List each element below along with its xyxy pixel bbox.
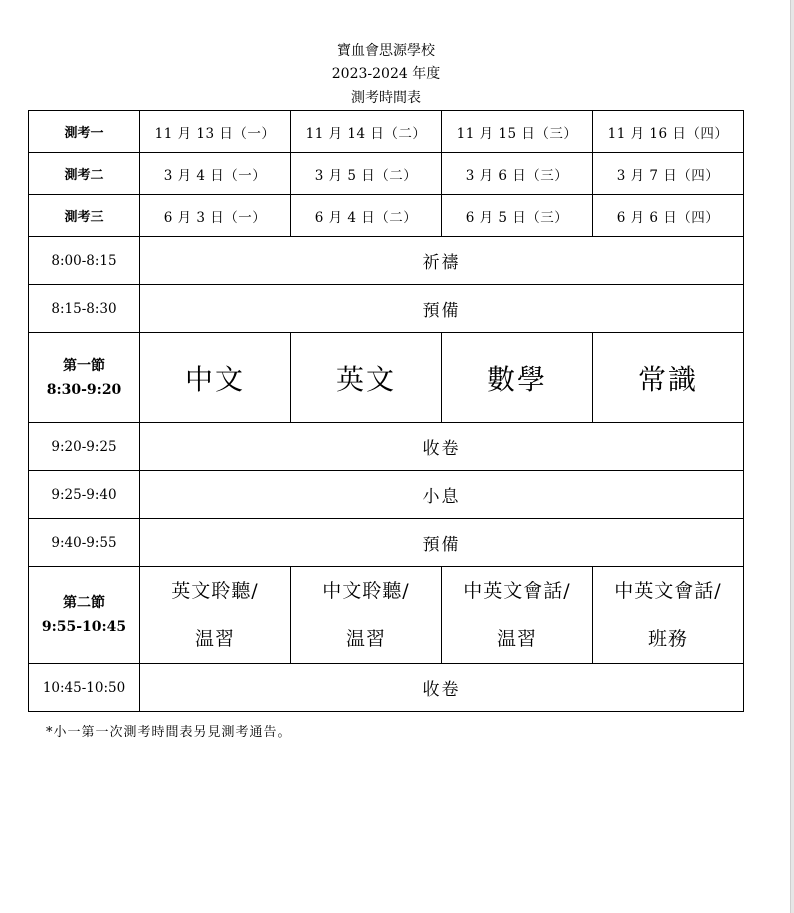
subject-cell [593,567,744,664]
activity-cell: 收卷 [140,423,744,471]
subject-cell [291,567,442,664]
time-slot: 8:15-8:30 [29,285,140,333]
test-date: 3 月 7 日（四） [593,153,744,195]
subject-line: 班務 [647,628,688,650]
subject-line: 温習 [345,628,386,650]
test-label: 測考一 [29,111,140,153]
test-date: 11 月 15 日（三） [442,111,593,153]
time-slot: 9:20-9:25 [29,423,140,471]
school-name: 寶血會思源學校 [337,43,435,59]
activity-cell: 祈禱 [140,237,744,285]
school-year: 2023-2024 年度 [331,66,441,82]
time-slot: 10:45-10:50 [29,664,140,712]
subject-line: 中文聆聽/ [322,580,410,602]
subject-cell: 中文 [140,333,291,423]
subject-line: 温習 [496,628,537,650]
subject-line: 中英文會話/ [614,580,722,602]
page-edge [790,0,794,913]
schedule-row-period-2 [29,567,744,664]
activity-cell: 小息 [140,471,744,519]
period-time: 8:30-9:20 [46,381,122,398]
period-time: 9:55-10:45 [41,619,127,635]
subject-cell [442,567,593,664]
subject-cell: 常識 [593,333,744,423]
test-date: 6 月 6 日（四） [593,195,744,237]
footnote: *小一第一次測考時間表另見測考通告。 [46,725,292,740]
test-date: 6 月 3 日（一） [140,195,291,237]
test-row-1 [29,111,744,153]
test-date: 3 月 5 日（二） [291,153,442,195]
activity-cell: 收卷 [140,664,744,712]
test-date: 3 月 6 日（三） [442,153,593,195]
schedule-title: 測考時間表 [351,90,421,106]
subject-line: 温習 [194,628,235,650]
test-date: 3 月 4 日（一） [140,153,291,195]
test-row-3 [29,195,744,237]
subject-cell [140,567,291,664]
schedule-row-recess [29,471,744,519]
activity-cell: 預備 [140,519,744,567]
schedule-row-period-1 [29,333,744,423]
time-slot: 9:40-9:55 [29,519,140,567]
period-label-cell [29,567,140,664]
test-date: 11 月 16 日（四） [593,111,744,153]
period-label: 第一節 [63,357,105,374]
activity-cell: 預備 [140,285,744,333]
period-label: 第二節 [63,595,105,611]
exam-schedule-table [28,110,744,712]
subject-line: 中英文會話/ [463,580,571,602]
period-label-cell [29,333,140,423]
test-date: 6 月 5 日（三） [442,195,593,237]
test-label: 測考二 [29,153,140,195]
schedule-row-prep [29,285,744,333]
subject-cell: 數學 [442,333,593,423]
schedule-row-collect [29,423,744,471]
test-date: 11 月 14 日（二） [291,111,442,153]
time-slot: 9:25-9:40 [29,471,140,519]
test-row-2 [29,153,744,195]
schedule-row-collect [29,664,744,712]
subject-line: 英文聆聽/ [171,580,259,602]
schedule-row-prep [29,519,744,567]
subject-cell: 英文 [291,333,442,423]
schedule-row-prayer [29,237,744,285]
test-date: 11 月 13 日（一） [140,111,291,153]
test-date: 6 月 4 日（二） [291,195,442,237]
test-label: 測考三 [29,195,140,237]
time-slot: 8:00-8:15 [29,237,140,285]
